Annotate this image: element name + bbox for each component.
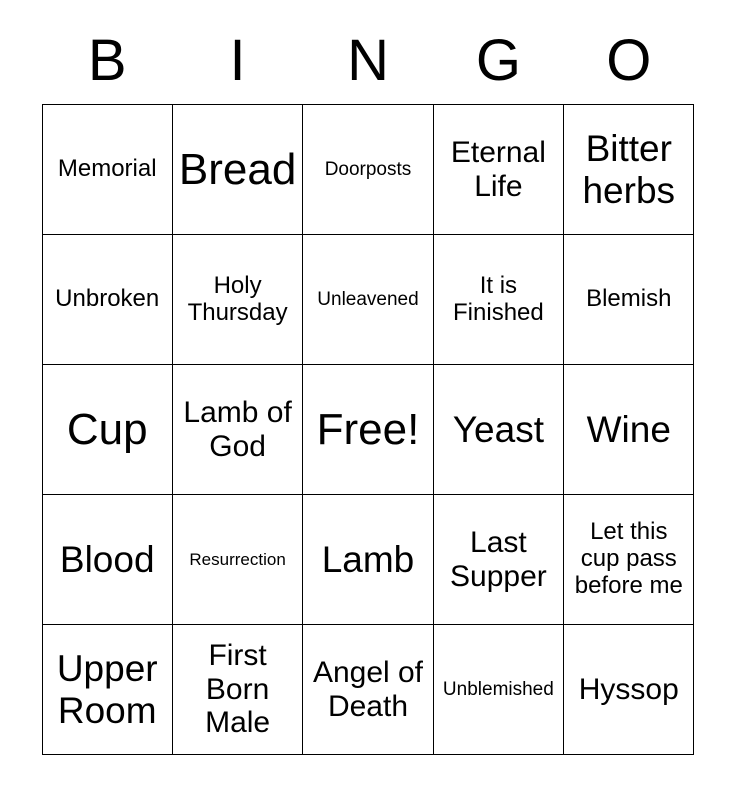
bingo-cell-label: Cup <box>66 404 148 454</box>
bingo-cell[interactable] <box>303 625 433 755</box>
bingo-cell-label: Memorial <box>57 155 157 183</box>
bingo-cell[interactable] <box>433 495 563 625</box>
bingo-cell-label: Lamb <box>321 538 415 580</box>
bingo-cell-label: Eternal Life <box>450 135 546 203</box>
bingo-row <box>42 365 694 495</box>
bingo-row <box>42 105 694 235</box>
bingo-cell-label: It is Finished <box>453 271 544 326</box>
bingo-cell[interactable] <box>303 105 433 235</box>
bingo-cell[interactable] <box>172 235 302 365</box>
bingo-header-letter-o: O <box>606 28 652 93</box>
bingo-cell-label: Upper Room <box>56 648 158 731</box>
bingo-cell[interactable] <box>433 235 563 365</box>
bingo-cell[interactable] <box>564 235 694 365</box>
bingo-cell-label: Free! <box>316 404 420 454</box>
bingo-header-letter-g: G <box>475 28 521 93</box>
bingo-cell-label: Let this cup pass before me <box>574 518 683 599</box>
bingo-header-letter-i: I <box>229 28 246 93</box>
bingo-cell-label: Bitter herbs <box>582 128 676 211</box>
bingo-cell-label: Last Supper <box>450 525 547 593</box>
bingo-cell[interactable] <box>42 495 172 625</box>
bingo-cell[interactable] <box>433 625 563 755</box>
bingo-cell[interactable] <box>42 235 172 365</box>
bingo-cell-label: First Born Male <box>205 639 271 740</box>
bingo-cell-label: Yeast <box>452 408 544 450</box>
bingo-cell[interactable] <box>172 625 302 755</box>
bingo-cell-label: Hyssop <box>578 672 679 706</box>
bingo-cell-label: Unbroken <box>55 285 160 313</box>
bingo-cell[interactable] <box>564 105 694 235</box>
bingo-cell-label: Resurrection <box>189 549 286 569</box>
bingo-cell[interactable] <box>42 625 172 755</box>
bingo-cell-label: Unblemished <box>442 678 554 700</box>
bingo-cell[interactable] <box>42 365 172 495</box>
bingo-cell[interactable] <box>303 235 433 365</box>
bingo-cell[interactable] <box>433 105 563 235</box>
bingo-header-letter-b: B <box>87 28 127 93</box>
bingo-row <box>42 495 694 625</box>
bingo-cell-label: Holy Thursday <box>187 271 288 326</box>
bingo-cell-label: Angel of Death <box>312 655 424 723</box>
bingo-cell[interactable] <box>303 495 433 625</box>
bingo-cell[interactable] <box>172 495 302 625</box>
bingo-cell-label: Unleavened <box>317 288 419 310</box>
bingo-row <box>42 235 694 365</box>
bingo-cell[interactable] <box>564 495 694 625</box>
bingo-cell[interactable] <box>433 365 563 495</box>
bingo-cell[interactable] <box>564 625 694 755</box>
bingo-cell-label: Blemish <box>586 285 672 313</box>
bingo-cell[interactable] <box>172 365 302 495</box>
bingo-cell-label: Blood <box>59 538 155 580</box>
bingo-cell[interactable] <box>564 365 694 495</box>
bingo-cell-label: Bread <box>178 144 297 194</box>
bingo-header <box>42 0 694 96</box>
bingo-cell-label: Doorposts <box>324 158 412 180</box>
bingo-cell[interactable] <box>303 365 433 495</box>
bingo-row <box>42 625 694 755</box>
bingo-cell-label: Lamb of God <box>183 395 292 463</box>
bingo-cell-label: Wine <box>586 408 671 450</box>
bingo-header-letter-n: N <box>347 28 389 93</box>
bingo-cell[interactable] <box>42 105 172 235</box>
bingo-cell[interactable] <box>172 105 302 235</box>
bingo-grid <box>42 104 695 755</box>
